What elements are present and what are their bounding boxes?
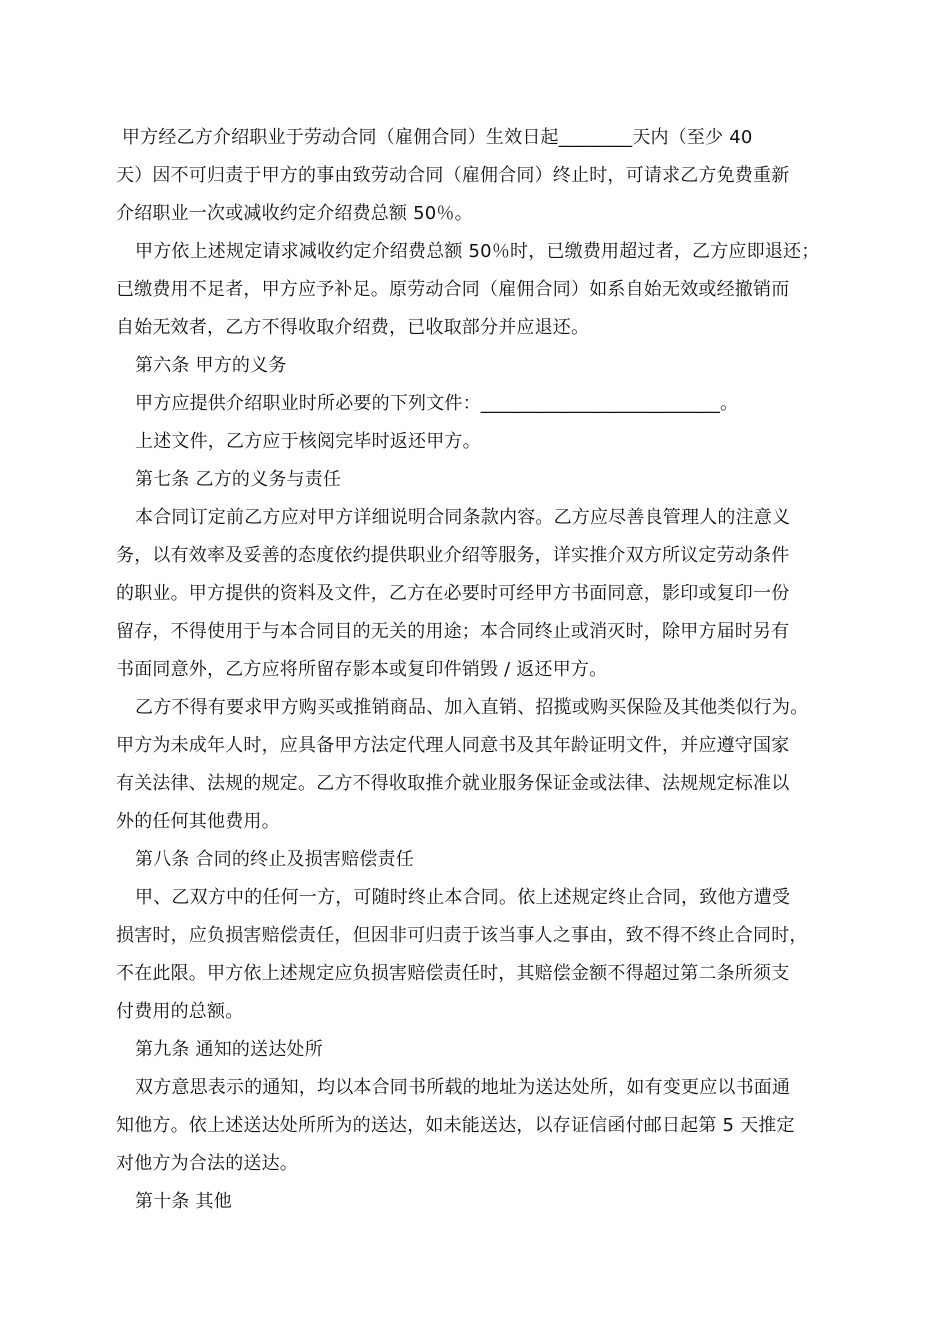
paragraph-line: 务，以有效率及妥善的态度依约提供职业介绍等服务，详实推介双方所议定劳动条件 — [116, 545, 790, 566]
paragraph-line: 书面同意外，乙方应将所留存影本或复印件销毁 / 返还甲方。 — [116, 659, 608, 680]
paragraph-line: 甲方经乙方介绍职业于劳动合同（雇佣合同）生效日起________天内（至少 40 — [116, 127, 753, 148]
paragraph-line: 天）因不可归责于甲方的事由致劳动合同（雇佣合同）终止时，可请求乙方免费重新 — [116, 165, 790, 186]
paragraph-line: 乙方不得有要求甲方购买或推销商品、加入直销、招揽或购买保险及其他类似行为。 — [135, 697, 809, 718]
section-heading: 第八条 合同的终止及损害赔偿责任 — [135, 849, 414, 870]
paragraph-line: 损害时，应负损害赔偿责任，但因非可归责于该当事人之事由，致不得不终止合同时， — [116, 925, 808, 946]
paragraph-line: 甲、乙双方中的任何一方，可随时终止本合同。依上述规定终止合同，致他方遭受 — [135, 887, 791, 908]
paragraph-line: 双方意思表示的通知，均以本合同书所载的地址为送达处所，如有变更应以书面通 — [135, 1077, 791, 1098]
section-heading: 第七条 乙方的义务与责任 — [135, 469, 342, 490]
paragraph-line: 甲方应提供介绍职业时所必要的下列文件：__________________________。 — [135, 393, 739, 414]
paragraph-line: 对他方为合法的送达。 — [116, 1153, 298, 1174]
paragraph-line: 本合同订定前乙方应对甲方详细说明合同条款内容。乙方应尽善良管理人的注意义 — [135, 507, 791, 528]
paragraph-line: 知他方。依上述送达处所所为的送达，如未能送达，以存证信函付邮日起第 5 天推定 — [116, 1115, 795, 1136]
section-heading: 第九条 通知的送达处所 — [135, 1039, 323, 1060]
paragraph-line: 不在此限。甲方依上述规定应负损害赔偿责任时，其赔偿金额不得超过第二条所须支 — [116, 963, 790, 984]
paragraph-line: 付费用的总额。 — [116, 1001, 244, 1022]
paragraph-line: 有关法律、法规的规定。乙方不得收取推介就业服务保证金或法律、法规规定标准以 — [116, 773, 790, 794]
paragraph-line: 已缴费用不足者，甲方应予补足。原劳动合同（雇佣合同）如系自始无效或经撤销而 — [116, 279, 790, 300]
paragraph-line: 甲方为未成年人时，应具备甲方法定代理人同意书及其年龄证明文件，并应遵守国家 — [116, 735, 790, 756]
section-heading: 第十条 其他 — [135, 1191, 232, 1212]
paragraph-line: 留存，不得使用于与本合同目的无关的用途；本合同终止或消灭时，除甲方届时另有 — [116, 621, 790, 642]
paragraph-line: 上述文件，乙方应于核阅完毕时返还甲方。 — [135, 431, 481, 452]
paragraph-line: 的职业。甲方提供的资料及文件，乙方在必要时可经甲方书面同意，影印或复印一份 — [116, 583, 790, 604]
section-heading: 第六条 甲方的义务 — [135, 355, 287, 376]
paragraph-line: 外的任何其他费用。 — [116, 811, 280, 832]
paragraph-line: 自始无效者，乙方不得收取介绍费，已收取部分并应退还。 — [116, 317, 590, 338]
paragraph-line: 甲方依上述规定请求减收约定介绍费总额 50％时，已缴费用超过者，乙方应即退还； — [135, 241, 820, 262]
paragraph-line: 介绍职业一次或减收约定介绍费总额 50％。 — [116, 203, 473, 224]
